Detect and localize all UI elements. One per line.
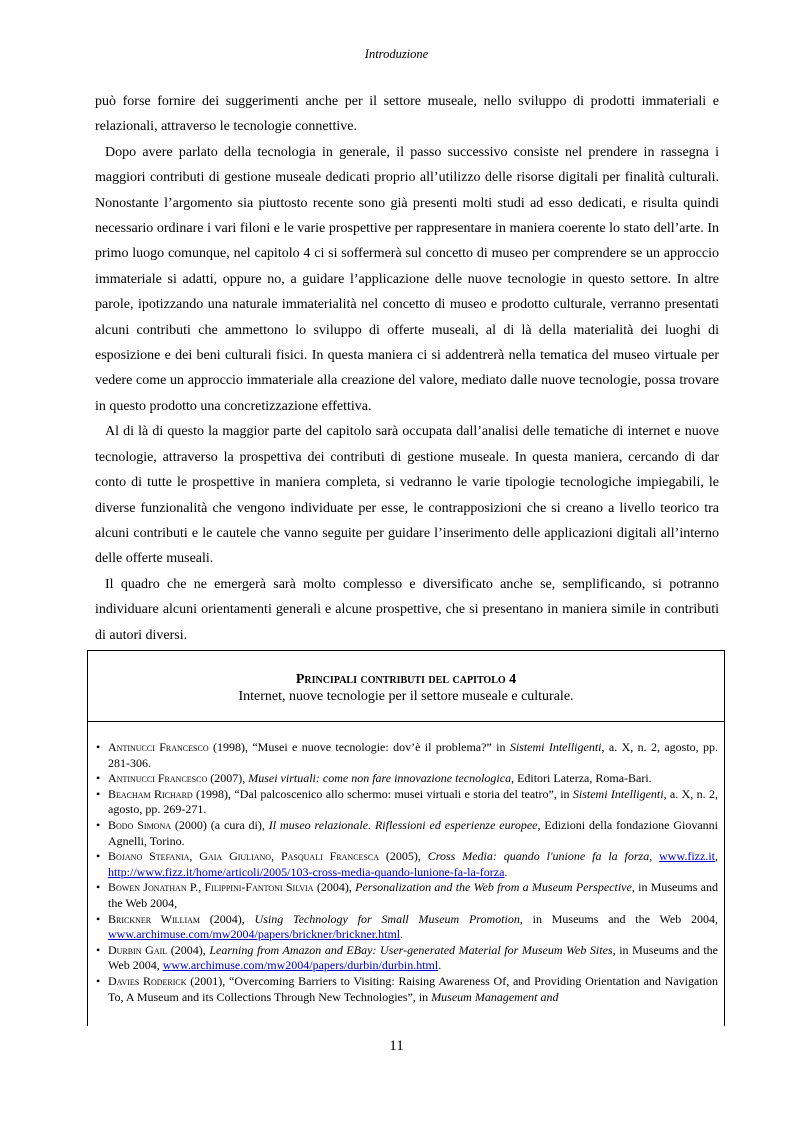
paragraph-3: Al di là di questo la maggior parte del capitolo sarà occupata dall’analisi delle tematiche di internet e nuove tecnologie, attraverso la prospettiva dei contributi di gestione museale. In questa maniera, cercando di dar conto di tutte le prospettive in maniera completa, si vedranno le varie tipologie tecnologiche impiegabili, le diverse funzionalità che vengono individuate per esse, le contrapposizioni che si creano a livello teorico tra alcuni contributi e le cautele che vanno seguite per guidare l’inserimento delle applicazioni digitali all’interno delle offerte museali.: [95, 424, 719, 567]
reference-source: Sistemi Intelligenti: [509, 740, 602, 754]
reference-text: (1998), “Musei e nuove tecnologie: dov’è il problema?” in: [208, 740, 510, 754]
reference-end: .: [504, 864, 508, 879]
reference-link[interactable]: http://www.fizz.it/home/articoli/2005/103-cross-media-quando-lunione-fa-la-forza: [108, 864, 505, 879]
box-header: [88, 651, 724, 722]
reference-details: , in Museums and the Web 2004,: [108, 942, 718, 973]
reference-details: , in Museums and the Web 2004,: [519, 911, 718, 926]
chapter-contributions-box: [87, 650, 725, 1026]
reference-author: Beacham Richard: [108, 786, 193, 801]
reference-text: (2004),: [313, 880, 356, 895]
reference-link[interactable]: www.fizz.it: [659, 849, 715, 864]
paragraph-4: Il quadro che ne emergerà sarà molto complesso e diversificato anche se, semplificando, si potranno individuare alcuni orientamenti generali e alcune prospettive, che si presentano in maniera simile in contributi di autori diversi.: [95, 576, 719, 643]
reference-source: Musei virtuali: come non fare innovazione tecnologica: [248, 771, 512, 786]
reference-source: Cross Media: quando l'unione fa la forza: [427, 849, 650, 864]
reference-text: (2004),: [167, 942, 210, 957]
reference-details: , a. X, n. 2, agosto, pp. 281-306.: [108, 740, 719, 770]
reference-details: ,: [649, 849, 660, 864]
reference-details: , a. X, n. 2, agosto, pp. 269-271.: [108, 786, 718, 817]
reference-item: [96, 912, 718, 943]
bullet: •: [96, 771, 101, 786]
reference-text: (2001), “Overcoming Barriers to Visiting: Raising Awareness Of, and Providing Orientation and Navigation To, A Museum and its Collections Through New Technologies”, in: [108, 973, 718, 1004]
reference-source: Museum Management and: [431, 989, 559, 1004]
bullet: •: [96, 786, 101, 801]
reference-item: [96, 740, 718, 771]
reference-author: Bojano Stefania, Gaia Giuliano, Pasquali Francesca: [108, 849, 379, 864]
bullet: •: [96, 817, 101, 832]
reference-source: Learning from Amazon and EBay: User-generated Material for Museum Web Sites: [209, 942, 613, 957]
reference-link[interactable]: www.archimuse.com/mw2004/papers/durbin/durbin.html: [162, 958, 439, 973]
bullet: •: [96, 973, 101, 988]
reference-text: (1998), “Dal palcoscenico allo schermo: musei virtuali e storia del teatro”, in: [192, 786, 573, 801]
reference-item: [96, 974, 718, 1005]
reference-text: (2005),: [378, 849, 428, 864]
reference-end: .: [438, 958, 442, 973]
reference-text: (2004),: [200, 911, 255, 926]
bullet: •: [96, 880, 101, 895]
reference-source: Using Technology for Small Museum Promotion: [254, 911, 520, 926]
reference-author: Davies Roderick: [108, 973, 187, 988]
reference-details: , Editori Laterza, Roma-Bari.: [511, 771, 652, 786]
paragraph-1: può forse fornire dei suggerimenti anche per il settore museale, nello sviluppo di prodotti immateriali e relazionali, attraverso le tecnologie connettive.: [95, 94, 719, 135]
running-header: Introduzione: [364, 47, 429, 61]
reference-author: Brickner William: [108, 911, 200, 926]
reference-item: [96, 787, 718, 818]
bullet: •: [96, 911, 101, 926]
box-title: Principali contributi del capitolo 4: [295, 672, 517, 687]
reference-item: [96, 943, 718, 974]
reference-text: (2007),: [207, 771, 249, 786]
reference-author: Antinucci Francesco: [108, 740, 209, 754]
reference-details: , in Museums and the Web 2004,: [108, 880, 718, 910]
bullet: •: [96, 942, 101, 957]
reference-separator: ,: [715, 849, 718, 864]
reference-list: [88, 722, 724, 1005]
reference-item: [96, 818, 718, 849]
bullet: •: [96, 849, 101, 864]
paragraph-2: Dopo avere parlato della tecnologia in generale, il passo successivo consiste nel prendere in rassegna i maggiori contributi di gestione museale dedicati proprio all’utilizzo delle risorse digitali per finalità culturali. Nonostante l’argomento sia piuttosto recente sono già presenti molti studi ad esso dedicati, e risulta quindi necessario ordinare i vari filoni e le varie prospettive per rappresentare in maniera coerente lo stato dell’arte. In primo luogo comunque, nel capitolo 4 ci si soffermerà sul concetto di museo per comprendere se un approccio immateriale si adatti, oppure no, a guidare l’applicazione delle nuove tecnologie in questo settore. In altre parole, ipotizzando una naturale immaterialità nel concetto di museo e prodotto culturale, verranno presentati alcuni contributi che ammettono lo sviluppo di offerte museali, al di là della materialità dei luoghi di esposizione e dei beni culturali fisici. In questa maniera ci si addentrerà nella tematica del museo virtuale per vedere come un approccio immateriale alla creazione del valore, mediato dalle nuove tecnologie, possa trovare in questo prodotto una concretizzazione effettiva.: [95, 144, 719, 414]
reference-item: [96, 849, 718, 880]
reference-source: Personalization and the Web from a Museum Perspective: [355, 880, 632, 895]
reference-author: Antinucci Francesco: [108, 771, 208, 786]
reference-end: .: [400, 927, 404, 942]
reference-author: Bodo Simona: [108, 817, 172, 832]
reference-item: [96, 771, 718, 787]
body-text: [95, 89, 719, 648]
reference-link[interactable]: www.archimuse.com/mw2004/papers/brickner/brickner.html: [108, 927, 401, 942]
reference-author: Durbin Gail: [108, 942, 168, 957]
reference-author: Bowen Jonathan P., Filippini-Fantoni Silvia: [108, 880, 314, 895]
page-number: 11: [389, 1038, 404, 1054]
box-subtitle: Internet, nuove tecnologie per il settore museale e culturale.: [238, 689, 574, 704]
bullet: •: [96, 740, 101, 754]
reference-text: (2000) (a cura di),: [171, 817, 269, 832]
reference-source: Il museo relazionale. Riflessioni ed esperienze europee: [268, 817, 538, 832]
reference-source: Sistemi Intelligenti: [572, 786, 664, 801]
reference-details: , Edizioni della fondazione Giovanni Agnelli, Torino.: [108, 817, 719, 848]
reference-item: [96, 880, 718, 911]
